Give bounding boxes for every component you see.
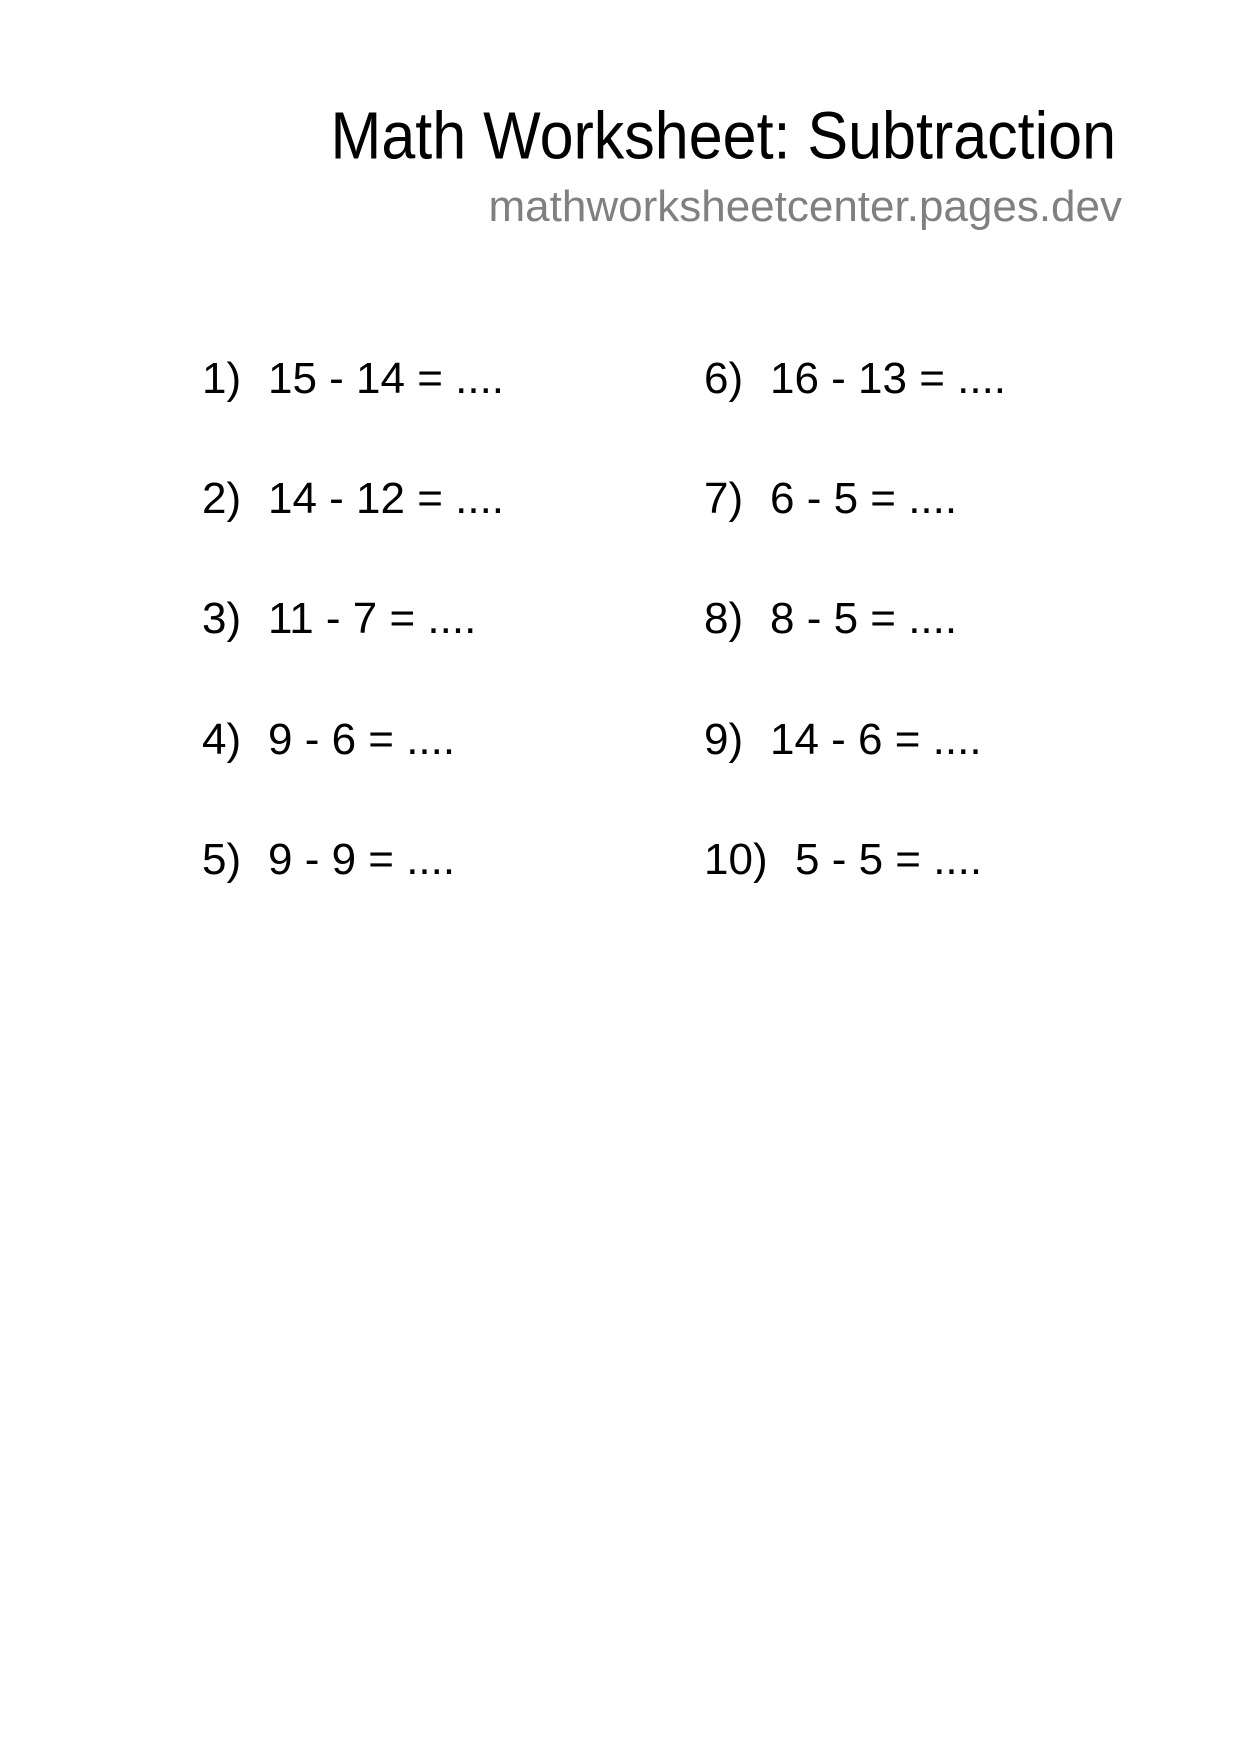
problem-expression: 9 - 6 = ....: [268, 715, 456, 764]
problem-expression: 14 - 6 = ....: [770, 715, 982, 764]
problem-expression: 14 - 12 = ....: [268, 474, 505, 523]
problem-number: 9): [704, 715, 744, 764]
site-url: mathworksheetcenter.pages.dev: [488, 182, 1122, 231]
problem-expression: 9 - 9 = ....: [268, 835, 456, 884]
problem-expression: 11 - 7 = ....: [268, 594, 477, 643]
problem-number: 8): [704, 594, 744, 643]
problem-expression: 16 - 13 = ....: [770, 354, 1007, 403]
problem-number: 10): [704, 835, 768, 884]
problem-expression: 6 - 5 = ....: [770, 474, 958, 523]
problem-number: 1): [202, 354, 242, 403]
problem-number: 3): [202, 594, 242, 643]
problem-number: 5): [202, 835, 242, 884]
problem-number: 4): [202, 715, 242, 764]
problem-expression: 15 - 14 = ....: [268, 354, 505, 403]
problem-number: 2): [202, 474, 242, 523]
worksheet-title: Math Worksheet: Subtraction: [330, 98, 1116, 173]
problem-expression: 8 - 5 = ....: [770, 594, 958, 643]
problem-expression: 5 - 5 = ....: [795, 835, 983, 884]
problem-number: 7): [704, 474, 744, 523]
problem-number: 6): [704, 354, 744, 403]
